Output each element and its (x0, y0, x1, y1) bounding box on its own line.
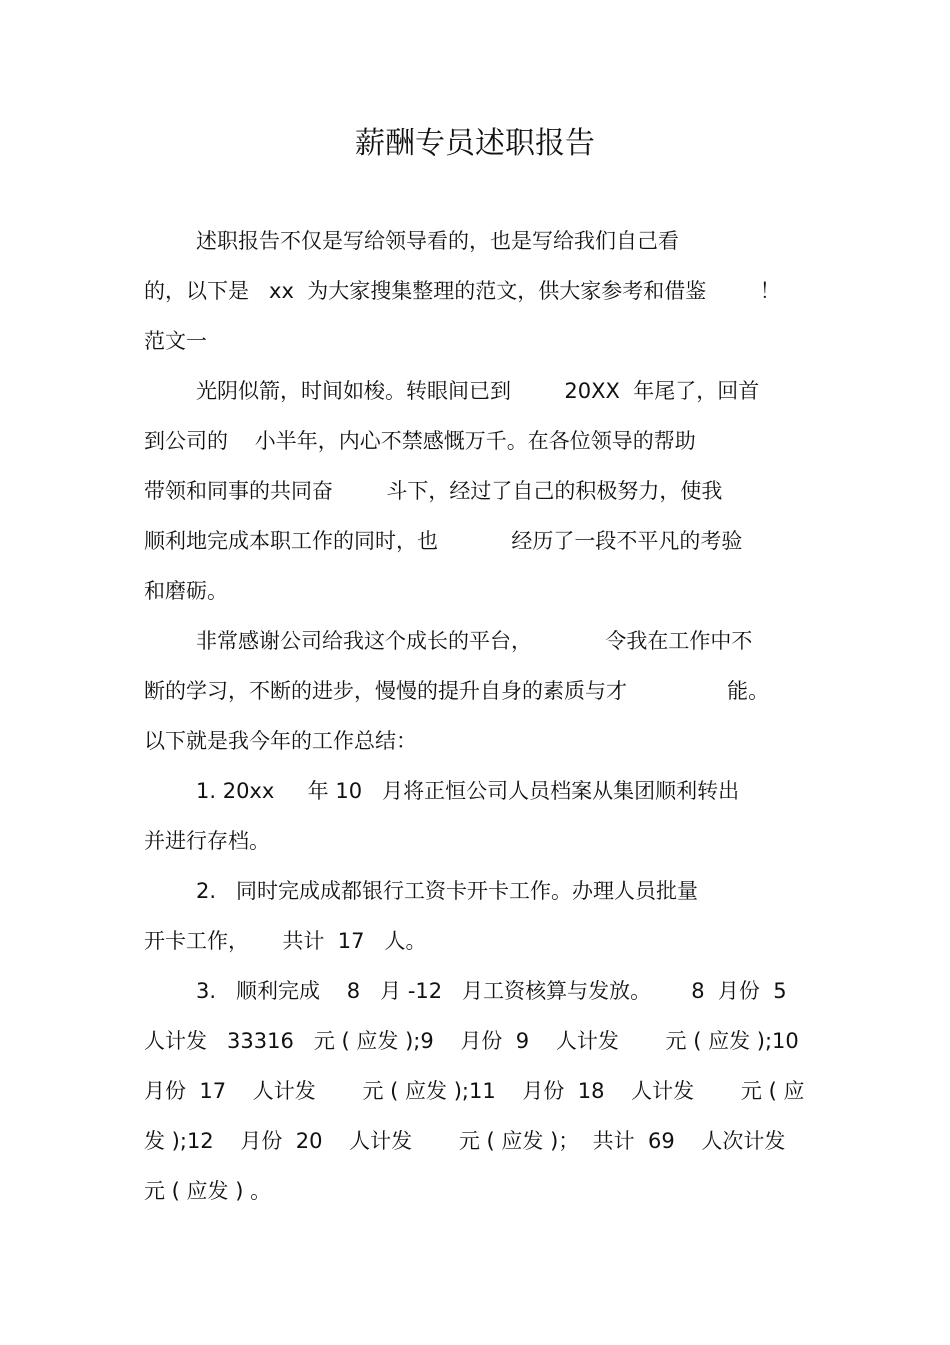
list-item-line: 3. 顺利完成 8 月 -12 月工资核算与发放。 8 月份 5 (196, 979, 787, 1003)
paragraph-line: 带领和同事的共同奋 斗下，经过了自己的积极努力，使我 (144, 479, 723, 503)
paragraph-line: 的，以下是 xx 为大家搜集整理的范文，供大家参考和借鉴 ！ (144, 279, 781, 303)
section-heading: 范文一 (144, 329, 207, 353)
list-item-line: 元 ( 应发 ) 。 (144, 1179, 272, 1203)
list-item-line: 月份 17 人计发 元 ( 应发 );11 月份 18 人计发 元 ( 应 (144, 1079, 805, 1103)
paragraph-line: 述职报告不仅是写给领导看的，也是写给我们自己看 (196, 229, 679, 253)
paragraph-line: 以下就是我今年的工作总结： (144, 729, 417, 753)
paragraph-line: 到公司的 小半年，内心不禁感慨万千。在各位领导的帮助 (144, 429, 696, 453)
list-item-line: 人计发 33316 元 ( 应发 );9 月份 9 人计发 元 ( 应发 );10 (144, 1029, 799, 1053)
list-item-line: 2. 同时完成成都银行工资卡开卡工作。办理人员批量 (196, 879, 699, 903)
paragraph-line: 断的学习，不断的进步，慢慢的提升自身的素质与才 能。 (144, 679, 770, 703)
paragraph-line: 顺利地完成本职工作的同时，也 经历了一段不平凡的考验 (144, 529, 743, 553)
list-item-line: 并进行存档。 (144, 829, 270, 853)
list-item-line: 开卡工作， 共计 17 人。 (144, 929, 427, 953)
paragraph-line: 光阴似箭，时间如梭。转眼间已到 20XX 年尾了，回首 (196, 379, 760, 403)
list-item-line: 发 );12 月份 20 人计发 元 ( 应发 )； 共计 69 人次计发 (144, 1129, 786, 1153)
paragraph-line: 非常感谢公司给我这个成长的平台， 令我在工作中不 (196, 629, 753, 653)
paragraph-line: 和磨砺。 (144, 579, 228, 603)
list-item-line: 1. 20xx 年 10 月将正恒公司人员档案从集团顺利转出 (196, 779, 740, 803)
document-title: 薪酬专员述职报告 (355, 126, 595, 161)
